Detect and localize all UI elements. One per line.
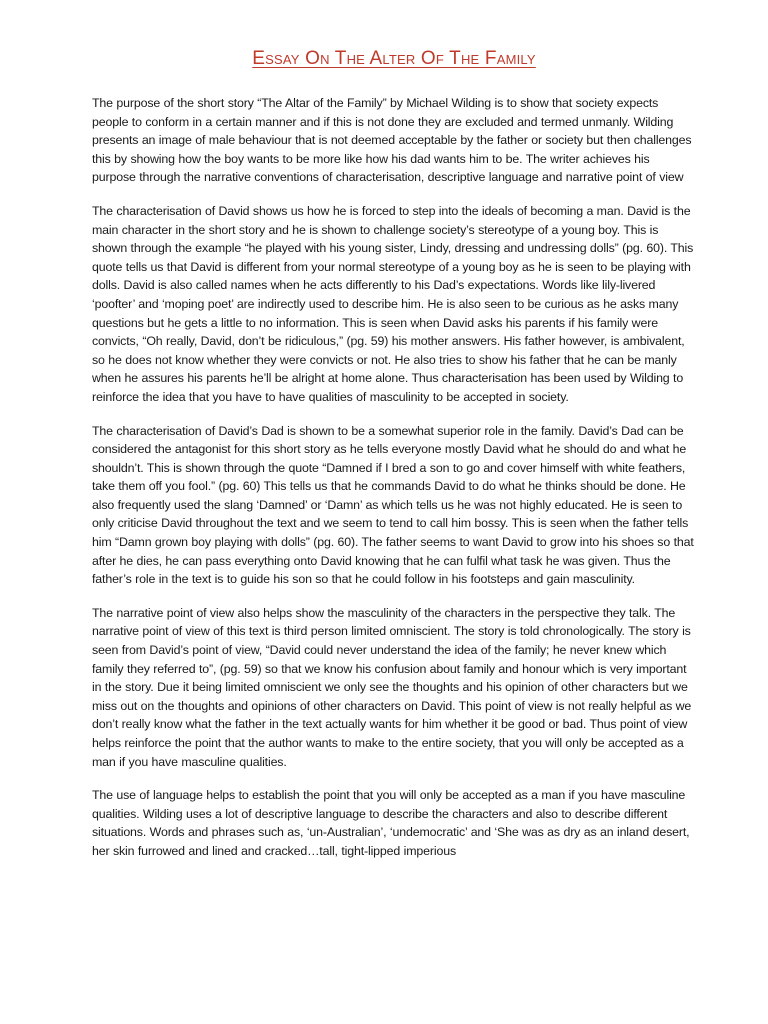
paragraph-language: The use of language helps to establish the point that you will only be accepted as a man if you have masculine qualities. Wilding uses a lot of descriptive language to describe the characters and also to describe different situations. Words and phrases such as, ‘un-Australian’, ‘undemocratic’ and ‘She was as dry as an inland desert, her skin furrowed and lined and cracked…tall, tight-lipped imperious xyxy=(92,788,690,858)
paragraph-characterisation-david: The characterisation of David shows us how he is forced to step into the ideals of becoming a man. David is the main character in the short story and he is shown to challenge society’s stereotype of a young boy. This is shown through the example “he played with his young sister, Lindy, dressing and undressing dolls” (pg. 60). This quote tells us that David is different from your normal stereotype of a young boy as he is seen to be playing with dolls. David is also called names when he acts differently to his Dad’s expectations. Words like lily-livered ‘poofter’ and ‘moping poet’ are indirectly used to describe him. He is also seen to be curious as he asks many questions but he gets a little to no information. This is seen when David asks his parents if his family were convicts, “Oh really, David, don’t be ridiculous,” (pg. 59) his mother answers. His father however, is ambivalent, so he does not know whether they were convicts or not. He also tries to show his father that he can be manly when he assures his parents he’ll be alright at home alone. Thus characterisation has been used by Wilding to reinforce the idea that you have to have qualities of masculinity to be accepted in society. xyxy=(92,203,694,404)
essay-title: Essay On The Alter Of The Family xyxy=(252,48,536,69)
paragraph-characterisation-dad: The characterisation of David’s Dad is shown to be a somewhat superior role in the family. David’s Dad can be considered the antagonist for this short story as he tells everyone mostly David what he should do and what he shouldn’t. This is shown through the quote “Damned if I bred a son to go and cover himself with white feathers, take them off you fool.” (pg. 60) This tells us that he commands David to do what he thinks should be done. He also frequently used the slang ‘Damned’ or ‘Damn’ as which tells us he was not highly educated. He is seen to only criticise David throughout the text and we seem to tend to call him bossy. This is seen when the father tells him “Damn grown boy playing with dolls” (pg. 60). The father seems to want David to grow into his shoes so that after he dies, he can pass everything onto David knowing that he can fulfil what task he was given. Thus the father’s role in the text is to guide his son so that he could follow in his footsteps and gain masculinity. xyxy=(92,423,694,587)
paragraph-narrative-point-of-view: The narrative point of view also helps show the masculinity of the characters in the perspective they talk. The narrative point of view of this text is third person limited omniscient. The story is told chronologically. The story is seen from David’s point of view, “David could never understand the idea of the family; he never knew which family they referred to”, (pg. 59) so that we know his confusion about family and honour which is very important in the story. Due it being limited omniscient we only see the thoughts and his opinion of other characters but we miss out on the thoughts and opinions of other characters on David. This point of view is not really helpful as we don’t really know what the father in the text actually wants for him whether it be good or bad. Thus point of view helps reinforce the point that the author wants to make to the entire society, that you will only be accepted as a man if you have masculine qualities. xyxy=(92,605,692,769)
paragraph-intro: The purpose of the short story “The Altar of the Family” by Michael Wilding is to show that society expects people to conform in a certain manner and if this is not done they are excluded and termed unmanly. Wilding presents an image of male behaviour that is not deemed acceptable by the father or society but then challenges this by showing how the boy wants to be more like how his dad wants him to be. The writer achieves his purpose through the narrative conventions of characterisation, descriptive language and narrative point of view xyxy=(92,96,692,185)
